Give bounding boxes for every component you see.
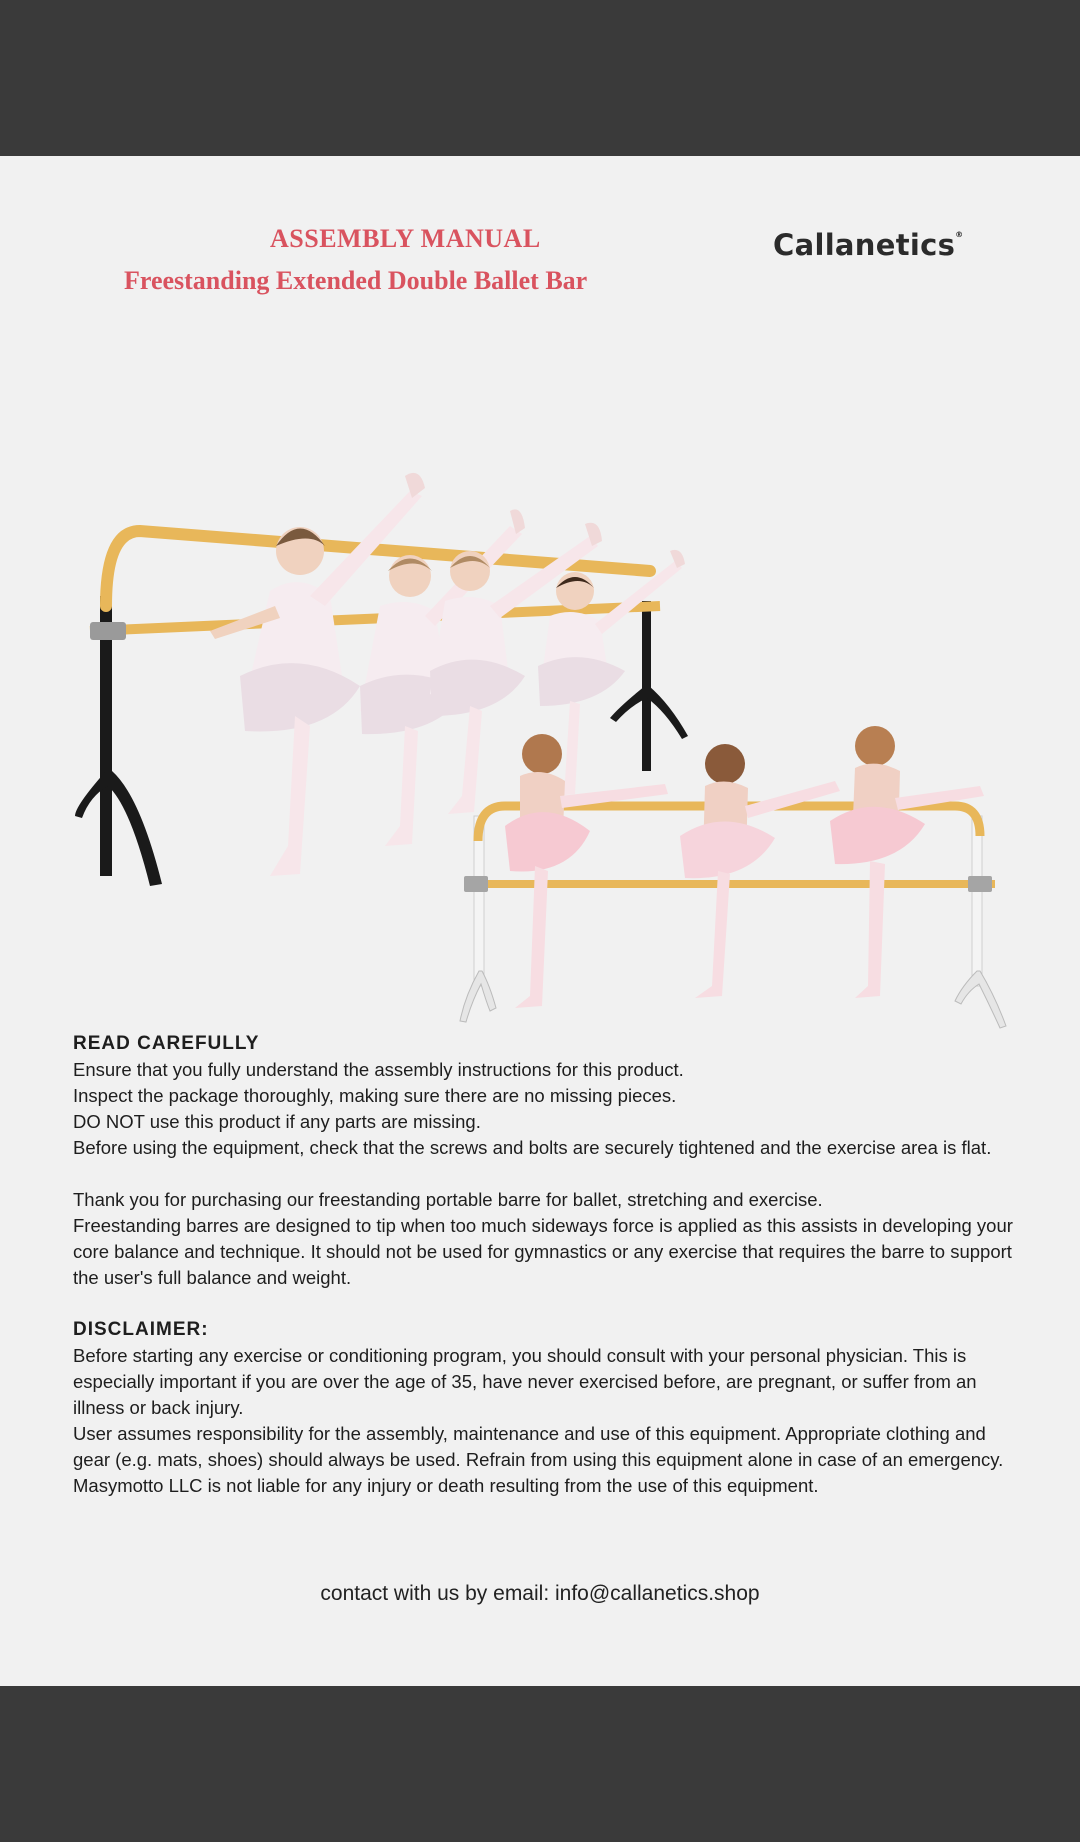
disclaimer-heading: DISCLAIMER:: [73, 1319, 209, 1340]
white-barre-illustration: [450, 666, 1010, 1036]
read-carefully-heading: READ CAREFULLY: [73, 1033, 260, 1054]
intro-line-1: Thank you for purchasing our freestanding portable barre for ballet, stretching and exercise.: [73, 1189, 823, 1210]
intro-line-2: Freestanding barres are designed to tip when too much sideways force is applied as this assists in developing your core balance and technique. It should not be used for gymnastics or any exercise that requires the barre to support the user's full balance and weight.: [73, 1215, 1013, 1288]
pink-dancers-group: [505, 726, 984, 1008]
read-line-4: Before using the equipment, check that the screws and bolts are securely tightened and the exercise area is flat.: [73, 1137, 992, 1158]
read-line-3: DO NOT use this product if any parts are missing.: [73, 1111, 481, 1132]
registered-mark: ®: [955, 230, 964, 239]
manual-page: [0, 156, 1080, 1686]
disclaimer-line-2: User assumes responsibility for the assembly, maintenance and use of this equipment. Appropriate clothing and gear (e.g. mats, shoes) should always be used. Refrain from using this equipment alone in case of an emergency. Masymotto LLC is not liable for any injury or death resulting from the use of this equipment.: [73, 1423, 1004, 1496]
disclaimer-line-1: Before starting any exercise or conditioning program, you should consult with your personal physician. This is especially important if you are over the age of 35, have never exercised before, are pregnant, or suffer from an illness or back injury.: [73, 1345, 977, 1418]
read-line-2: Inspect the package thoroughly, making sure there are no missing pieces.: [73, 1085, 677, 1106]
product-subtitle: Freestanding Extended Double Ballet Bar: [124, 266, 588, 295]
contact-email: contact with us by email: info@callanetics.shop: [320, 1582, 760, 1605]
manual-title: ASSEMBLY MANUAL: [270, 224, 541, 253]
brand-name: Callanetics: [773, 228, 956, 262]
read-line-1: Ensure that you fully understand the assembly instructions for this product.: [73, 1059, 684, 1080]
instructions-text: [73, 1031, 1023, 1499]
brand-logo: [773, 228, 963, 262]
